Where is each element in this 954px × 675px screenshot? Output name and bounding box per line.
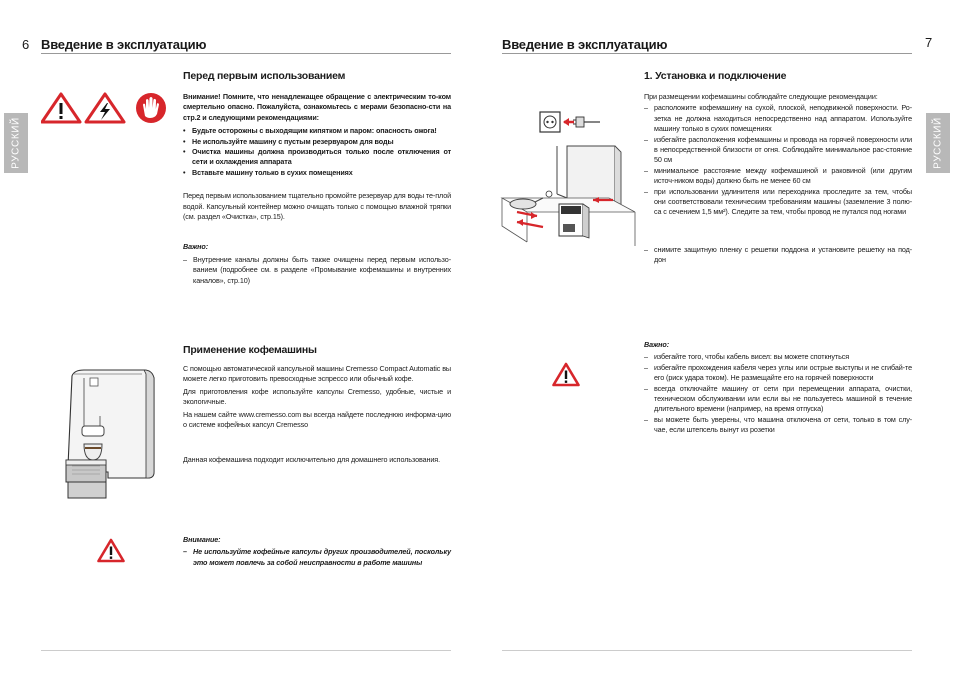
safety-bullet-list <box>183 126 451 178</box>
socket-plug-illustration <box>538 110 602 141</box>
installation-list <box>644 103 912 217</box>
list-item: • Очистка машины должна производиться только после отключения от сети и охлаждения аппарата <box>183 147 451 168</box>
usage-paragraph: Для приготовления кофе используйте капсулы Cremesso, удобные, чистые и экологичные. <box>183 386 451 407</box>
language-tab-right: РУССКИЙ <box>926 113 950 173</box>
header-rule-right <box>502 53 912 54</box>
list-item: – избегайте прохождения кабеля через углы или острые выступы и не сгибай-те его (риск удара током). Не размещайте его на горячей поверхности <box>644 363 912 384</box>
caution-list <box>183 547 451 568</box>
list-item: – всегда отключайте машину от сети при перемещении аппарата, очистки, техническом обслуживании или если вы не пользуетесь машиной в течение длительного времени (например, на время отпуска) <box>644 384 912 415</box>
header-title-left: Введение в эксплуатацию <box>41 37 207 52</box>
list-item: – минимальное расстояние между кофемашиной и раковиной (или другим источ-ником воды) должно быть не менее 60 см <box>644 166 912 187</box>
warning-triangle-icon <box>42 94 80 122</box>
installation-block <box>644 92 912 266</box>
important-block <box>644 340 912 436</box>
important-warning-icon <box>552 362 580 392</box>
important-label: Важно: <box>644 340 670 349</box>
electric-hazard-icon <box>86 94 124 122</box>
usage-paragraph: На нашем сайте www.cremesso.com вы всегда найдете последнюю информа-цию о системе кофейных капсул Cremesso <box>183 409 451 430</box>
caution-warning-icon <box>97 538 125 568</box>
section-title-installation: 1. Установка и подключение <box>644 70 787 82</box>
list-item: – снимите защитную пленку с решетки поддона и установите решетку на под-дон <box>644 245 912 266</box>
note-label: Важно: <box>183 242 209 252</box>
first-use-paragraph: Перед первым использованием тщательно промойте резервуар для воды те-плой водой. Капсульный контейнер можно очищать только с помощью влажной тряпки (см. раздел «Очистка», стр.15). <box>183 191 452 222</box>
note-list <box>183 255 451 286</box>
caution-block <box>183 535 451 568</box>
list-item: – Внутренние каналы должны быть также очищены перед первым использо-ванием (подробнее см. в разделе «Промывание кофемашины и внутренних каналов», стр.10) <box>183 255 451 286</box>
list-item: – Не используйте кофейные капсулы других производителей, поскольку это может повлечь за собой неисправности в работе машины <box>183 547 451 568</box>
film-list <box>644 245 912 266</box>
footer-rule-right <box>502 650 912 651</box>
usage-paragraph: С помощью автоматической капсульной машины Cremesso Compact Automatic вы можете легко приготовить превосходные эспрессо или обычный кофе. <box>183 364 451 384</box>
header-title-right: Введение в эксплуатацию <box>502 37 668 52</box>
socket-plug-icon <box>540 112 560 132</box>
first-use-block <box>183 92 451 286</box>
important-list <box>644 352 912 435</box>
list-item: – избегайте расположения кофемашины и провода на горячей поверхности или в непосредственной близости от огня. Соблюдайте минимальное рас-стояние 50 см <box>644 135 912 166</box>
installation-intro: При размещении кофемашины соблюдайте следующие рекомендации: <box>644 92 878 101</box>
list-item: – вы можете быть уверены, что машина отключена от сети, только в том слу-чае, если штепсель вынут из розетки <box>644 415 912 436</box>
list-item: – расположите кофемашину на сухой, плоской, неподвижной поверхности. Ро-зетка не должна находиться непосредственно над аппаратом. Используйте машину только в сухих помещениях <box>644 103 912 134</box>
caution-label: Внимание: <box>183 535 221 544</box>
stop-hand-icon <box>136 93 166 123</box>
electric-warning-text: Внимание! Помните, что ненадлежащее обращение с электрическим то-ком смертельно опасно. Пожалуйста, ознакомьтесь с мерами безопасно-сти на стр.2 и следующими рекомендациями: <box>183 92 451 122</box>
list-item: – при использовании удлинителя или переходника проследите за тем, чтобы они соответствовали техническим требованиям машины (заземление 3 полю-са с сечением 1,5 мм²). Следите за тем, чтобы провод не путался под ногами <box>644 187 912 218</box>
list-item: • Будьте осторожны с выходящим кипятком и паром: опасность ожога! <box>183 126 451 136</box>
list-item: • Вставьте машину только в сухих помещениях <box>183 168 451 178</box>
usage-block <box>183 364 451 466</box>
language-tab-left: РУССКИЙ <box>4 113 28 173</box>
page-number-right: 7 <box>925 35 933 50</box>
safety-icons-group <box>41 92 171 129</box>
header-rule-left <box>41 53 451 54</box>
footer-rule-left <box>41 650 451 651</box>
coffee-machine-illustration <box>60 368 160 508</box>
page-number-left: 6 <box>22 37 30 52</box>
section-title-usage: Применение кофемашины <box>183 344 317 356</box>
domestic-use-note: Данная кофемашина подходит исключительно для домашнего использования. <box>183 455 440 465</box>
section-title-first-use: Перед первым использованием <box>183 70 346 82</box>
list-item: – избегайте того, чтобы кабель висел: вы можете споткнуться <box>644 352 912 362</box>
list-item: • Не используйте машину с пустым резервуаром для воды <box>183 137 451 147</box>
installation-illustration <box>497 142 637 257</box>
